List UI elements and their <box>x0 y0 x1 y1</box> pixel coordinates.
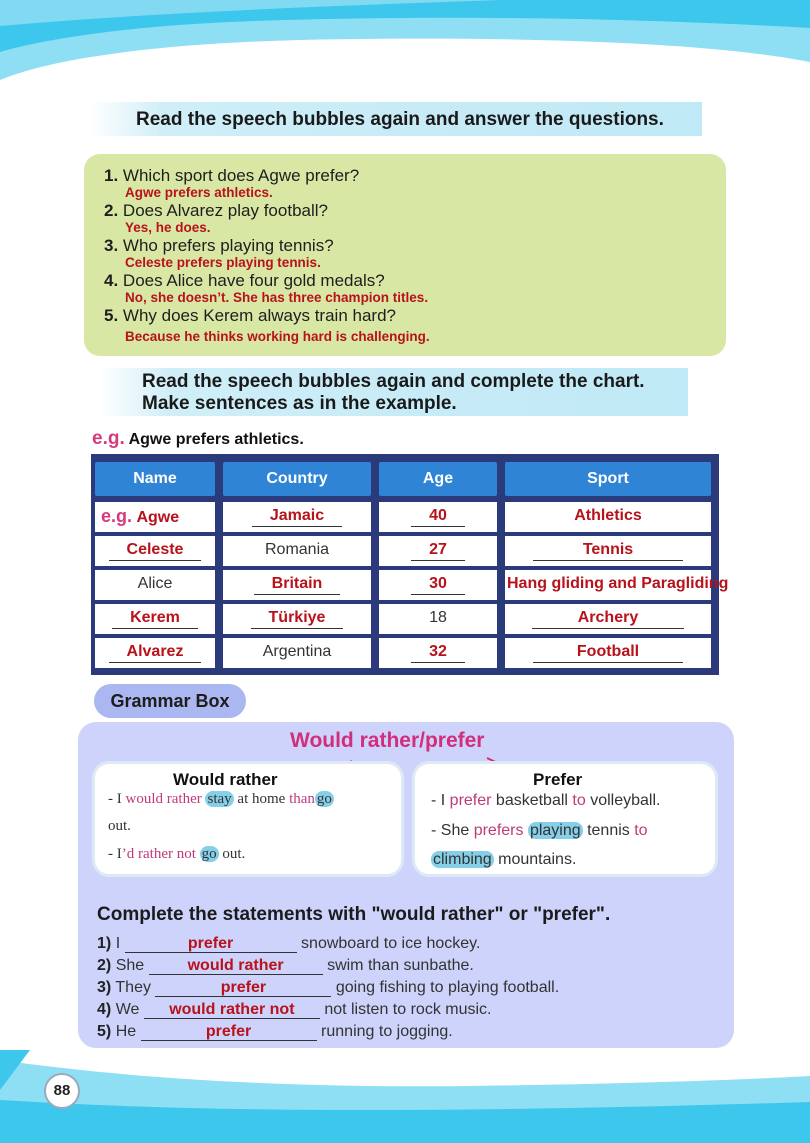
statement-number: 3) <box>97 979 112 996</box>
answer-text: Yes, he does. <box>125 220 211 235</box>
statement-rest: swim than sunbathe. <box>327 957 474 974</box>
keyword: ’d rather not <box>121 846 196 862</box>
statement-answer: would rather <box>149 957 323 975</box>
would-rather-example-1 <box>108 789 334 809</box>
statement-item <box>97 979 559 997</box>
keyword: prefer <box>449 792 492 809</box>
bottom-decorative-band <box>0 1050 810 1143</box>
highlighted-verb: go <box>316 791 332 807</box>
question-text: Who prefers playing tennis? <box>122 236 334 255</box>
statement-answer: prefer <box>155 979 331 997</box>
statement-rest: running to jogging. <box>321 1023 453 1040</box>
question-text: Does Alice have four gold medals? <box>122 271 385 290</box>
prefer-example-1 <box>431 792 660 810</box>
question-number: 1. <box>104 166 119 185</box>
prefer-example-2-end <box>431 851 576 869</box>
name-value: Alice <box>137 575 173 592</box>
country-value: Britain <box>254 574 341 595</box>
question-number: 5. <box>104 306 119 325</box>
would-rather-example-1-end: out. <box>108 818 131 834</box>
sport-value: Athletics <box>574 507 642 524</box>
statement-item <box>97 957 474 975</box>
example-text: - I <box>431 792 450 809</box>
example-text: at home <box>233 791 290 807</box>
table-header-age: Age <box>379 462 497 496</box>
question-number: 2. <box>104 201 119 220</box>
answer-text: Celeste prefers playing tennis. <box>125 255 321 270</box>
country-value: Jamaic <box>252 506 342 527</box>
statement-item <box>97 1023 453 1041</box>
statement-answer: would rather not <box>144 1001 320 1019</box>
example-text: - She <box>431 822 474 839</box>
statement-number: 4) <box>97 1001 112 1018</box>
highlighted-verb: stay <box>207 791 232 807</box>
sport-value: Archery <box>532 608 684 629</box>
statement-subject: I <box>115 935 121 952</box>
example-marker: e.g. <box>92 428 125 449</box>
answer-text: Because he thinks working hard is challenging. <box>125 329 430 344</box>
example-text: - I <box>108 791 126 807</box>
statement-subject: She <box>115 957 145 974</box>
keyword: to <box>634 822 648 839</box>
grammar-title: Would rather/prefer <box>290 729 485 752</box>
statement-number: 5) <box>97 1023 112 1040</box>
question-number: 3. <box>104 236 119 255</box>
would-rather-example-2 <box>108 846 245 863</box>
statement-item <box>97 1001 491 1019</box>
name-value: Agwe <box>136 509 180 526</box>
example-text: mountains. <box>493 851 577 868</box>
answer-text: Agwe prefers athletics. <box>125 185 273 200</box>
statement-number: 1) <box>97 935 112 952</box>
example-text: out. <box>218 846 246 862</box>
age-value: 27 <box>411 540 465 561</box>
example-text: - I <box>108 846 122 862</box>
statement-rest: not listen to rock music. <box>324 1001 492 1018</box>
statements-instruction: Complete the statements with "would rather" or "prefer". <box>97 904 611 925</box>
would-rather-card <box>95 764 401 874</box>
keyword: to <box>572 792 586 809</box>
highlighted-verb: climbing <box>433 851 492 868</box>
sport-value: Tennis <box>533 540 683 561</box>
age-value: 40 <box>411 506 465 527</box>
prefer-card <box>415 764 715 874</box>
question-text: Does Alvarez play football? <box>122 201 328 220</box>
name-value: Kerem <box>112 608 198 629</box>
grammar-box-label: Grammar Box <box>94 684 246 718</box>
age-value: 32 <box>411 642 465 663</box>
name-value: Celeste <box>109 540 202 561</box>
example-text: tennis <box>582 822 635 839</box>
statement-rest: snowboard to ice hockey. <box>301 935 481 952</box>
instruction-line-1: Read the speech bubbles again and complete the chart. <box>142 371 645 392</box>
statement-item <box>97 935 480 953</box>
highlighted-verb: go <box>201 846 217 862</box>
example-text: Agwe prefers athletics. <box>128 431 304 448</box>
country-value: Argentina <box>262 643 332 660</box>
name-value: Alvarez <box>109 642 202 663</box>
table-header-sport: Sport <box>505 462 711 496</box>
statement-answer: prefer <box>125 935 297 953</box>
would-rather-heading: Would rather <box>173 770 278 789</box>
instruction-text: Read the speech bubbles again and answer the questions. <box>136 109 664 130</box>
statement-subject: We <box>115 1001 140 1018</box>
country-value: Türkiye <box>251 608 344 629</box>
prefer-heading: Prefer <box>533 770 583 789</box>
table-header-country: Country <box>223 462 371 496</box>
statement-subject: They <box>115 979 151 996</box>
question-number: 4. <box>104 271 119 290</box>
statement-subject: He <box>115 1023 137 1040</box>
country-value: Romania <box>264 541 330 558</box>
question-text: Which sport does Agwe prefer? <box>122 166 360 185</box>
table-header-name: Name <box>95 462 215 496</box>
keyword: would rather <box>125 791 202 807</box>
answer-text: No, she doesn’t. She has three champion titles. <box>125 290 429 305</box>
example-text: volleyball. <box>585 792 661 809</box>
keyword: than <box>289 791 315 807</box>
keyword: prefers <box>473 822 524 839</box>
age-value: 18 <box>429 609 447 626</box>
instruction-line-2: Make sentences as in the example. <box>142 393 457 414</box>
statement-number: 2) <box>97 957 112 974</box>
page-number: 88 <box>44 1073 80 1109</box>
example-text: basketball <box>491 792 573 809</box>
sport-value: Football <box>533 642 683 663</box>
sport-value: Hang gliding and Paragliding <box>507 575 729 592</box>
highlighted-verb: playing <box>529 822 581 839</box>
age-value: 30 <box>411 574 465 595</box>
example-marker: e.g. <box>101 506 133 526</box>
statement-rest: going fishing to playing football. <box>335 979 560 996</box>
prefer-example-2 <box>431 822 648 840</box>
question-text: Why does Kerem always train hard? <box>122 306 396 325</box>
statement-answer: prefer <box>141 1023 317 1041</box>
